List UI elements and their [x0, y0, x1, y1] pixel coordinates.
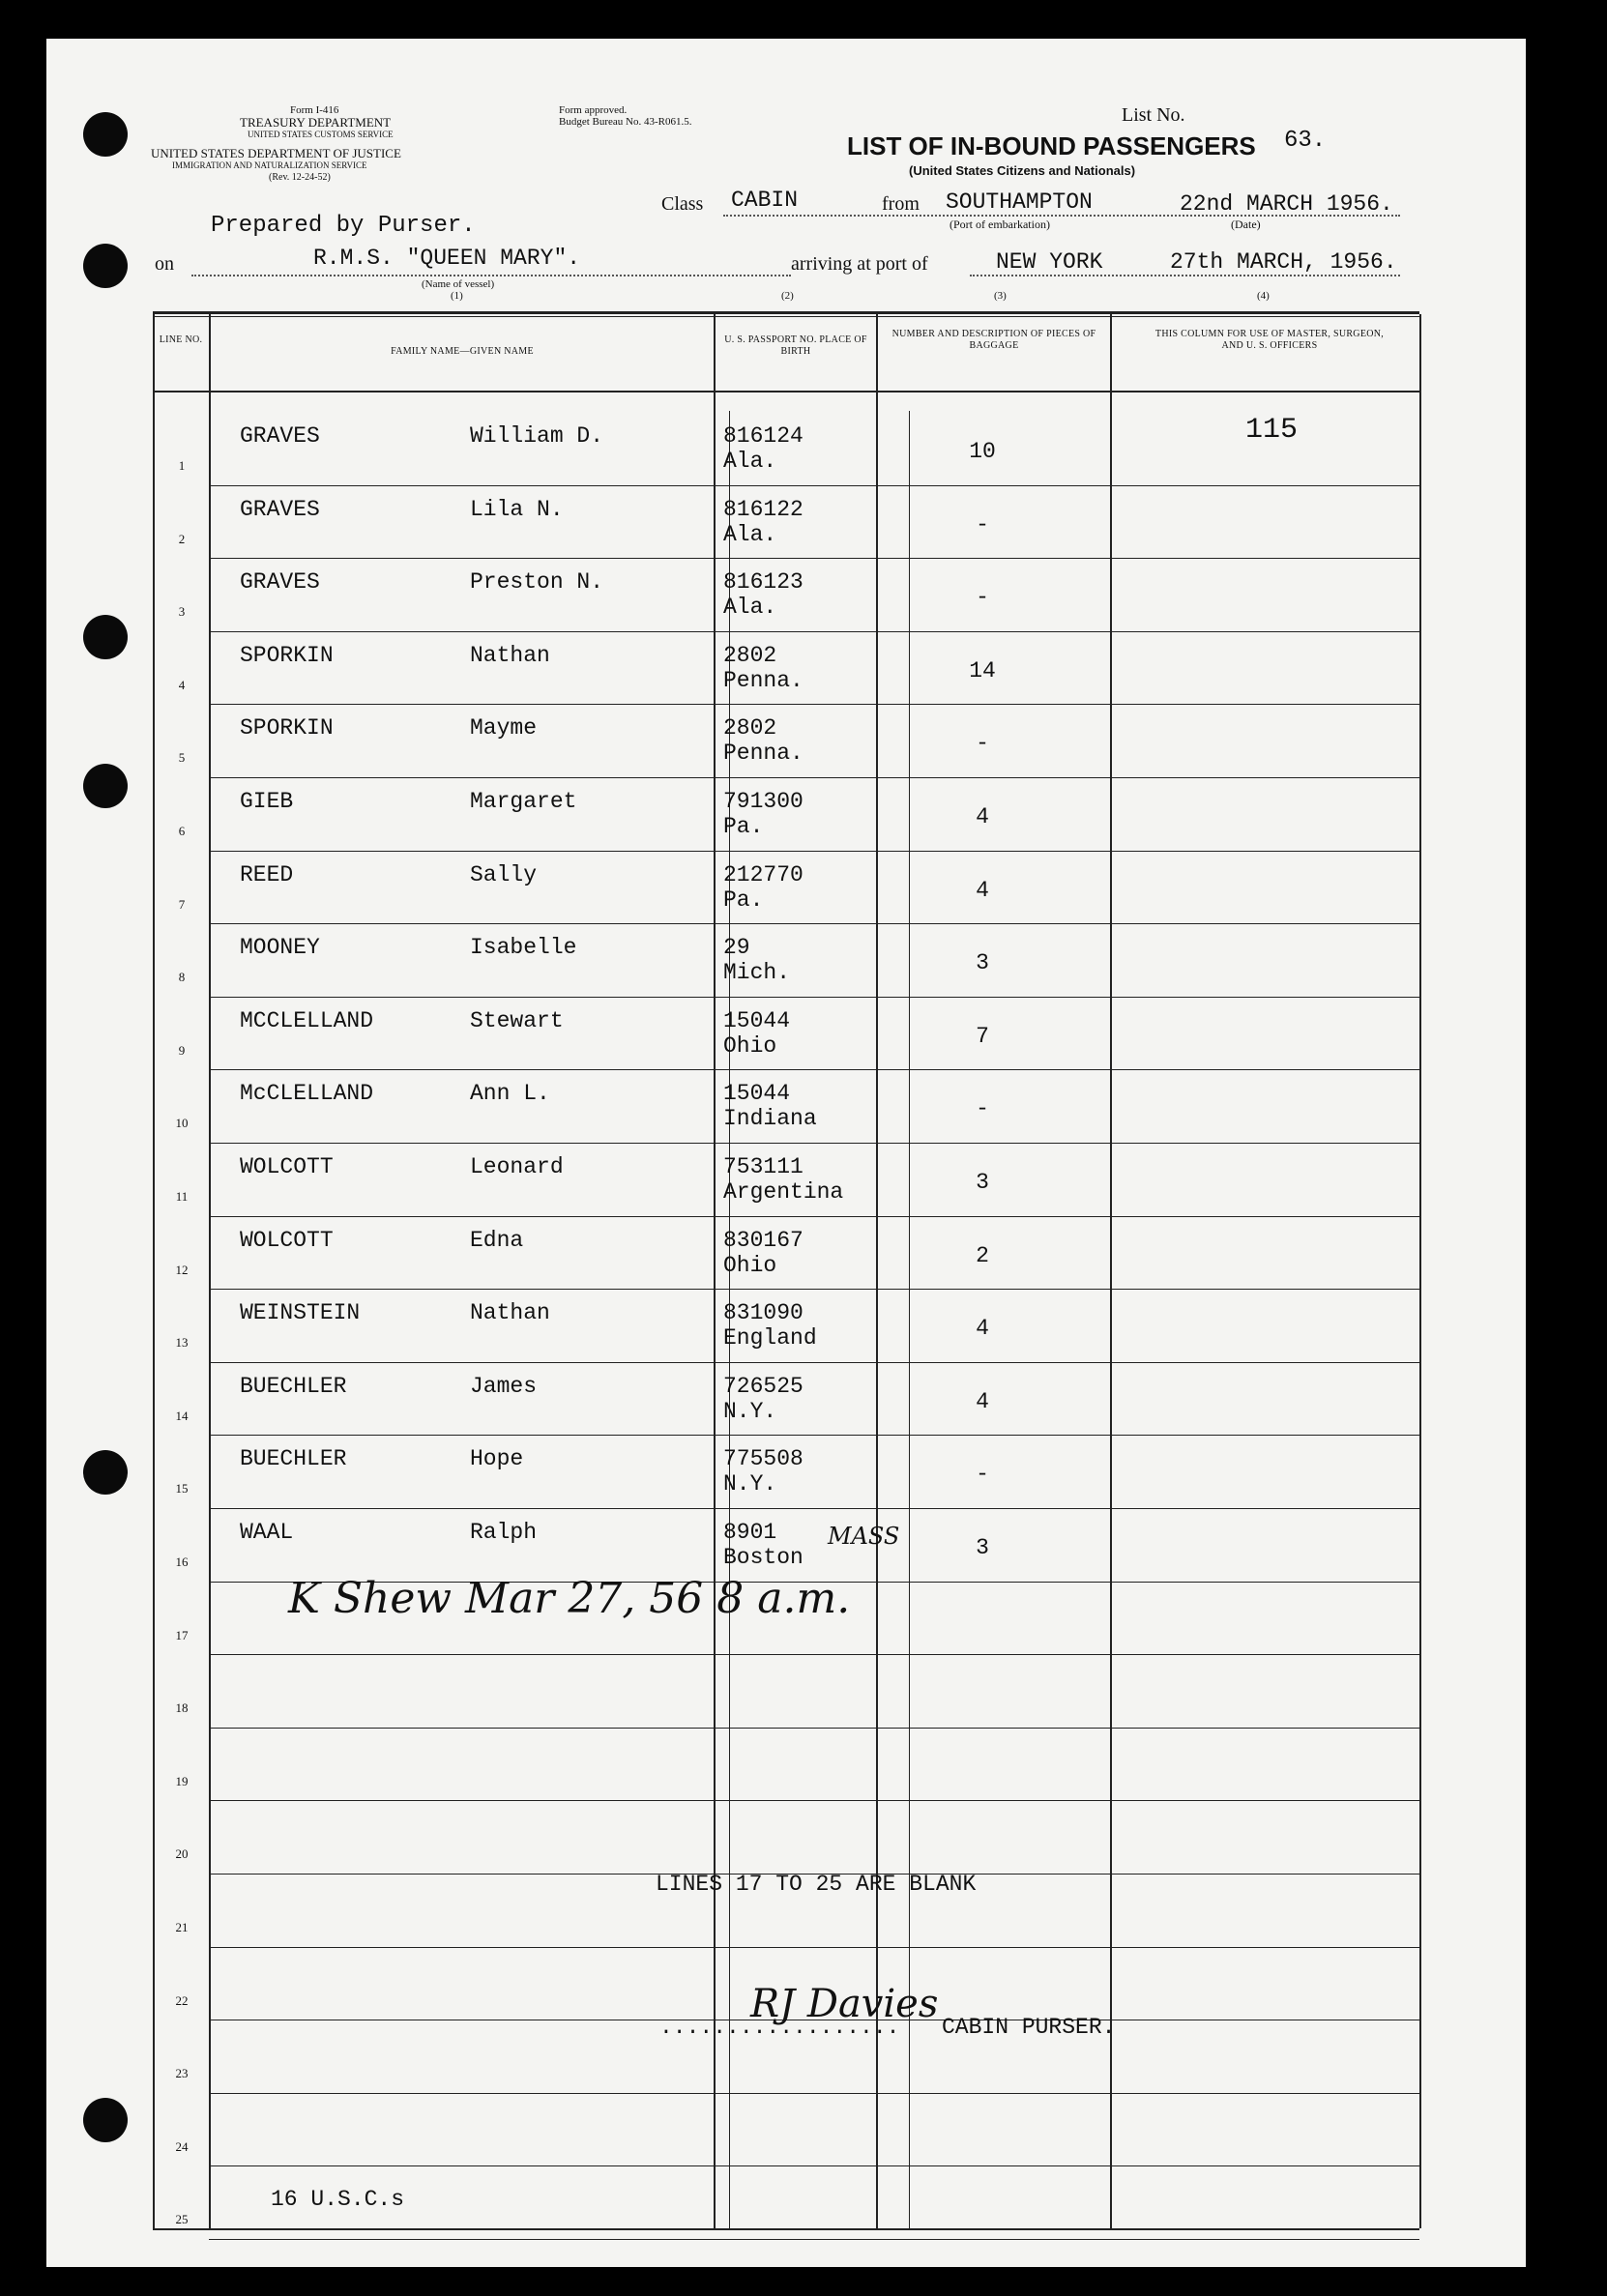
caption-1: (1) [451, 290, 463, 302]
date-caption: (Date) [1231, 218, 1261, 231]
caption-3: (3) [994, 290, 1007, 302]
baggage-count: - [976, 512, 989, 538]
row-rule [209, 1435, 1419, 1436]
row-rule [209, 2093, 1419, 2094]
baggage-count: 10 [969, 439, 996, 464]
budget-bureau: Budget Bureau No. 43-R061.5. [559, 116, 692, 128]
line-number: 24 [175, 2139, 189, 2154]
passport-number: 15044 [723, 1081, 791, 1106]
list-no-value: 63. [1284, 128, 1327, 154]
baggage-count: - [976, 1096, 989, 1121]
given-name: Preston N. [470, 569, 604, 595]
given-name: William D. [470, 423, 604, 449]
line-number: 7 [178, 897, 186, 912]
purser-title: CABIN PURSER. [942, 2015, 1116, 2040]
place-of-birth: Pa. [723, 814, 764, 839]
form-approved: Form approved. [559, 104, 628, 116]
departure-date: 22nd MARCH 1956. [1180, 191, 1393, 217]
list-no-label: List No. [1122, 104, 1185, 126]
passport-number: 2802 [723, 715, 777, 741]
mass-note: MASS [828, 1523, 900, 1550]
family-name: MCCLELLAND [240, 1008, 374, 1033]
footer-note: 16 U.S.C.s [271, 2187, 405, 2212]
line-number: 11 [175, 1189, 189, 1204]
row-rule [209, 1800, 1419, 1801]
line-number: 13 [175, 1335, 189, 1350]
row-rule [209, 1289, 1419, 1290]
line-number: 3 [178, 604, 186, 619]
place-of-birth: Ala. [723, 449, 777, 474]
place-of-birth: Indiana [723, 1106, 817, 1131]
place-of-birth: N.Y. [723, 1471, 777, 1497]
row-rule [209, 997, 1419, 998]
place-of-birth: England [723, 1325, 817, 1351]
arriving-label: arriving at port of [791, 253, 928, 275]
line-number: 22 [175, 1993, 189, 2008]
family-name: SPORKIN [240, 715, 334, 741]
given-name: Edna [470, 1228, 524, 1253]
vessel-name: R.M.S. "QUEEN MARY". [313, 246, 581, 271]
baggage-count: - [976, 731, 989, 756]
baggage-count: - [976, 1462, 989, 1487]
family-name: McCLELLAND [240, 1081, 374, 1106]
treasury-label: TREASURY DEPARTMENT [240, 115, 392, 130]
passport-number: 816124 [723, 423, 804, 449]
family-name: GRAVES [240, 423, 320, 449]
row-rule [209, 2165, 1419, 2166]
col-officers: THIS COLUMN FOR USE OF MASTER, SURGEON, AND U. S. OFFICERS [1154, 329, 1385, 351]
row-rule [209, 485, 1419, 486]
passport-number: 29 [723, 935, 750, 960]
blank-lines-note: LINES 17 TO 25 ARE BLANK [656, 1872, 977, 1897]
row-rule [209, 923, 1419, 924]
line-number: 18 [175, 1700, 189, 1715]
table-right-rule [1419, 314, 1421, 2228]
row-rule [209, 1216, 1419, 1217]
baggage-count: 7 [976, 1024, 989, 1049]
passport-number: 791300 [723, 789, 804, 814]
revision-label: (Rev. 12-24-52) [269, 172, 331, 183]
line-number: 19 [175, 1774, 189, 1788]
line-number: 20 [175, 1846, 189, 1861]
given-name: Lila N. [470, 497, 564, 522]
baggage-count: 4 [976, 1316, 989, 1341]
family-name: REED [240, 862, 294, 887]
port-caption: (Port of embarkation) [950, 218, 1050, 231]
family-name: GRAVES [240, 497, 320, 522]
baggage-count: 4 [976, 1389, 989, 1414]
line-number: 21 [175, 1920, 189, 1934]
line-number: 23 [175, 2066, 189, 2080]
family-name: GRAVES [240, 569, 320, 595]
place-of-birth: Ohio [723, 1033, 777, 1059]
line-number: 14 [175, 1409, 189, 1423]
document-subtitle: (United States Citizens and Nationals) [909, 163, 1136, 178]
table-top-rule [153, 311, 1419, 314]
passport-number: 816123 [723, 569, 804, 595]
customs-label: UNITED STATES CUSTOMS SERVICE [248, 130, 394, 139]
form-number: Form I-416 [290, 104, 339, 116]
row-rule [209, 2239, 1419, 2240]
prepared-by: Prepared by Purser. [211, 213, 476, 239]
embarkation-port: SOUTHAMPTON [946, 189, 1093, 215]
family-name: WOLCOTT [240, 1228, 334, 1253]
given-name: Ralph [470, 1520, 538, 1545]
baggage-count: 3 [976, 1535, 989, 1560]
given-name: James [470, 1374, 538, 1399]
on-label: on [155, 253, 174, 275]
line-number: 12 [175, 1263, 189, 1277]
manifest-page [46, 39, 1526, 2267]
given-name: Leonard [470, 1154, 564, 1179]
line-number: 17 [175, 1628, 189, 1642]
col-name: FAMILY NAME—GIVEN NAME [391, 346, 534, 357]
punch-hole [83, 112, 128, 157]
line-number: 2 [178, 532, 186, 546]
place-of-birth: Ala. [723, 595, 777, 620]
handwritten-stamp: K Shew Mar 27, 56 8 a.m. [288, 1574, 851, 1623]
family-name: BUECHLER [240, 1446, 347, 1471]
punch-hole [83, 244, 128, 288]
passport-number: 830167 [723, 1228, 804, 1253]
class-value: CABIN [731, 188, 799, 213]
from-label: from [882, 193, 920, 215]
line-number: 9 [178, 1043, 186, 1058]
place-of-birth: Boston [723, 1545, 804, 1570]
baggage-count: 4 [976, 804, 989, 829]
purser-dots: .................. [659, 2015, 900, 2040]
row-rule [209, 851, 1419, 852]
justice-label: UNITED STATES DEPARTMENT OF JUSTICE [151, 146, 401, 160]
ins-label: IMMIGRATION AND NATURALIZATION SERVICE [172, 160, 367, 170]
table-bottom-rule [153, 2228, 1419, 2230]
place-of-birth: Pa. [723, 887, 764, 913]
col-line-no: LINE NO. [159, 334, 203, 345]
class-label: Class [661, 193, 704, 215]
punch-hole [83, 615, 128, 659]
baggage-count: 3 [976, 1170, 989, 1195]
baggage-count: 3 [976, 950, 989, 975]
line-number: 8 [178, 970, 186, 984]
row-rule [209, 1362, 1419, 1363]
baggage-count: 2 [976, 1243, 989, 1268]
passport-number: 775508 [723, 1446, 804, 1471]
line-number: 16 [175, 1555, 189, 1569]
place-of-birth: N.Y. [723, 1399, 777, 1424]
passport-number: 726525 [723, 1374, 804, 1399]
baggage-count: 14 [969, 658, 996, 683]
row-rule [209, 1508, 1419, 1509]
passport-number: 816122 [723, 497, 804, 522]
given-name: Margaret [470, 789, 577, 814]
given-name: Nathan [470, 1300, 550, 1325]
caption-4: (4) [1257, 290, 1270, 302]
row-rule [209, 631, 1419, 632]
place-of-birth: Ohio [723, 1253, 777, 1278]
line-number: 1 [178, 458, 186, 473]
punch-hole [83, 1450, 128, 1495]
row-rule [209, 1143, 1419, 1144]
row-rule [209, 777, 1419, 778]
passport-number: 212770 [723, 862, 804, 887]
passport-number: 8901 [723, 1520, 777, 1545]
table-left-rule [153, 314, 155, 2228]
vessel-caption: (Name of vessel) [422, 278, 495, 290]
row-rule [209, 558, 1419, 559]
passport-number: 15044 [723, 1008, 791, 1033]
family-name: BUECHLER [240, 1374, 347, 1399]
given-name: Isabelle [470, 935, 577, 960]
family-name: WOLCOTT [240, 1154, 334, 1179]
given-name: Nathan [470, 643, 550, 668]
family-name: SPORKIN [240, 643, 334, 668]
punch-hole [83, 764, 128, 808]
given-name: Sally [470, 862, 538, 887]
given-name: Stewart [470, 1008, 564, 1033]
caption-2: (2) [781, 290, 794, 302]
passport-number: 2802 [723, 643, 777, 668]
given-name: Hope [470, 1446, 524, 1471]
officer-count: 115 [1245, 414, 1299, 447]
arrival-date: 27th MARCH, 1956. [1170, 249, 1397, 275]
col-baggage: NUMBER AND DESCRIPTION OF PIECES OF BAGGAGE [891, 329, 1096, 351]
row-rule [209, 704, 1419, 705]
col-passport: U. S. PASSPORT NO. PLACE OF BIRTH [724, 334, 867, 357]
baggage-count: 4 [976, 878, 989, 903]
place-of-birth: Argentina [723, 1179, 844, 1205]
passport-number: 753111 [723, 1154, 804, 1179]
place-of-birth: Ala. [723, 522, 777, 547]
place-of-birth: Penna. [723, 668, 804, 693]
family-name: MOONEY [240, 935, 320, 960]
given-name: Ann L. [470, 1081, 550, 1106]
family-name: WEINSTEIN [240, 1300, 361, 1325]
line-number: 4 [178, 678, 186, 692]
line-number: 15 [175, 1481, 189, 1496]
document-title: LIST OF IN-BOUND PASSENGERS [847, 131, 1256, 160]
line-number: 5 [178, 750, 186, 765]
row-rule [209, 1069, 1419, 1070]
row-rule [209, 1728, 1419, 1729]
passport-number: 831090 [723, 1300, 804, 1325]
row-rule [209, 1947, 1419, 1948]
line-number: 25 [175, 2212, 189, 2226]
family-name: GIEB [240, 789, 294, 814]
baggage-count: - [976, 585, 989, 610]
line-number: 10 [175, 1116, 189, 1130]
row-rule [209, 1654, 1419, 1655]
place-of-birth: Mich. [723, 960, 791, 985]
given-name: Mayme [470, 715, 538, 741]
punch-hole [83, 2098, 128, 2142]
purser-signature: RJ Davies [750, 1982, 939, 2026]
arrival-port: NEW YORK [996, 249, 1103, 275]
line-number: 6 [178, 824, 186, 838]
family-name: WAAL [240, 1520, 294, 1545]
place-of-birth: Penna. [723, 741, 804, 766]
